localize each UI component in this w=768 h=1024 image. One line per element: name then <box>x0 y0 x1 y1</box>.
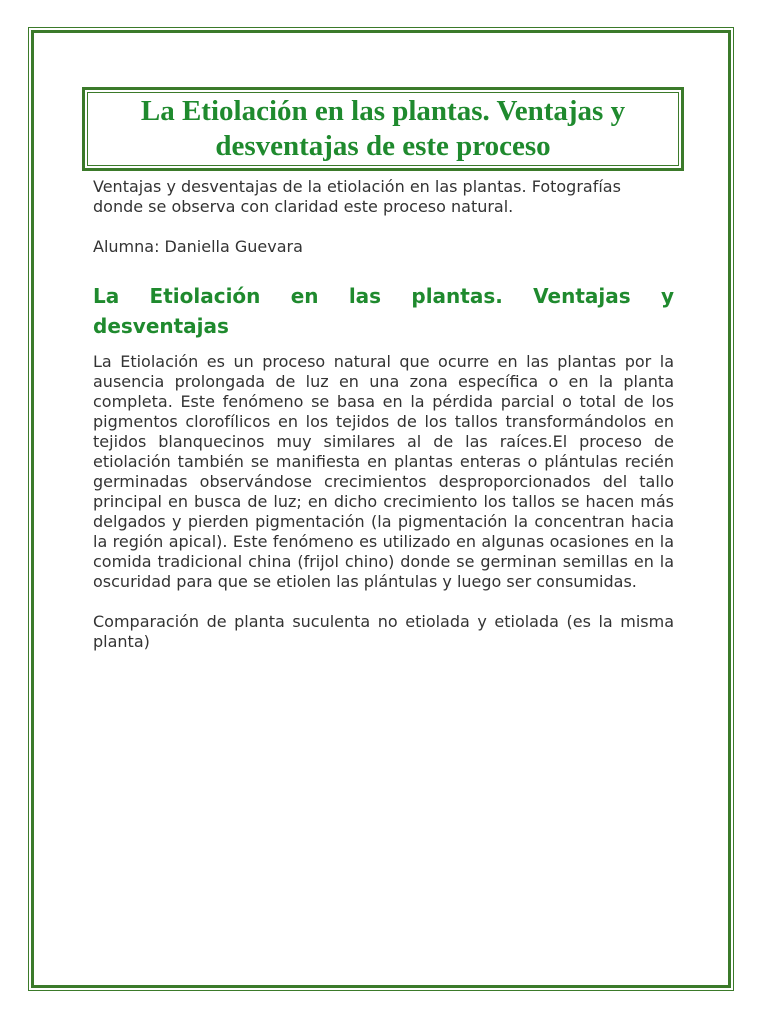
document-title: La Etiolación en las plantas. Ventajas y desventajas de este proceso <box>140 95 626 162</box>
intro-paragraph: Ventajas y desventajas de la etiolación en las plantas. Fotografías donde se observa con claridad este proceso natural. <box>93 177 621 216</box>
body-paragraph: La Etiolación es un proceso natural que ocurre en las plantas por la ausencia prolongada de luz en una zona específica o en la planta completa. Este fenómeno se basa en la pérdida parcial o total de los pigmentos clorofílicos en los tejidos de los tallos transformándolos en tejidos blanquecinos muy similares al de las raíces.El proceso de etiolación también se manifiesta en plantas enteras o plántulas recién germinadas observándose crecimientos desproporcionados del tallo principal en busca de luz; en dicho crecimiento los tallos se hacen más delgados y pierden pigmentación (la pigmentación la concentran hacia la región apical). Este fenómeno es utilizado en algunas ocasiones en la comida tradicional china (frijol chino) donde se germinan semillas en la oscuridad para que se etiolen las plántulas y luego ser consumidas. <box>93 352 674 591</box>
title-box <box>82 87 684 171</box>
author-line: Alumna: Daniella Guevara <box>93 237 303 256</box>
document-content <box>93 177 674 652</box>
section-heading: La Etiolación en las plantas. Ventajas y desventajas <box>93 284 674 338</box>
title-inner-border <box>87 92 679 166</box>
image-caption: Comparación de planta suculenta no etiolada y etiolada (es la misma planta) <box>93 612 674 651</box>
